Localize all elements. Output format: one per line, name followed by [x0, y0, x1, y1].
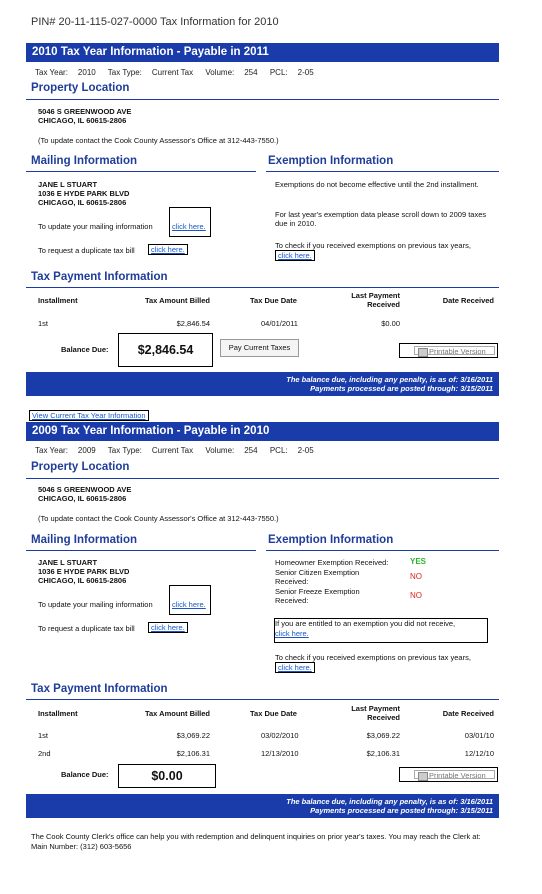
address-line: CHICAGO, IL 60615-2806 [38, 116, 127, 125]
view-current-year-link[interactable]: View Current Tax Year Information [29, 410, 149, 421]
divider [26, 550, 256, 551]
divider [26, 287, 499, 288]
homeowner-exemption-label: Homeowner Exemption Received: [275, 558, 389, 567]
posted-date: 3/15/2011 [460, 806, 493, 815]
balance-due-value: $2,846.54 [118, 333, 213, 367]
section-title-2010: 2010 Tax Year Information - Payable in 2011 [26, 43, 499, 62]
tax-type-value: Current Tax [151, 446, 194, 455]
exemption-scroll-text: For last year's exemption data please scroll down to 2009 taxes due in 2010. [275, 210, 487, 228]
printer-icon [418, 348, 428, 357]
col-installment: Installment [38, 296, 78, 305]
mailing-line: 1036 E HYDE PARK BLVD [38, 567, 130, 576]
clerk-footer-note: The Cook County Clerk's office can help you with redemption and delinquent inquiries on prior year's taxes. You may reach the Clerk at: Main Number: (312) 603-5656 [31, 832, 481, 851]
printable-inner [414, 346, 495, 355]
entitled-exemption-text: If you are entitled to an exemption you did not receive, [275, 619, 456, 628]
row-amount: $3,069.22 [176, 731, 210, 740]
balance-footer [26, 372, 499, 396]
entitled-exemption-link[interactable]: click here. [275, 629, 309, 638]
pcl-value: 2-05 [297, 446, 314, 455]
tax-type-value: Current Tax [151, 68, 194, 77]
col-last-payment-line: Received [367, 713, 400, 722]
pcl-label: PCL: [269, 68, 288, 77]
pin-title: PIN# 20-11-115-027-0000 Tax Information for 2010 [31, 16, 279, 28]
balance-footer [26, 794, 499, 818]
assessor-note: (To update contact the Cook County Assessor's Office at 312-443-7550.) [38, 514, 279, 523]
mailing-name: JANE L STUART [38, 180, 98, 189]
balance-due-value: $0.00 [118, 764, 216, 788]
balance-asof-date: 3/16/2011 [460, 375, 493, 384]
section-title-2009: 2009 Tax Year Information - Payable in 2010 [26, 422, 499, 441]
mailing-line: 1036 E HYDE PARK BLVD [38, 189, 130, 198]
volume-value: 254 [244, 68, 258, 77]
duplicate-bill-link[interactable]: click here. [148, 622, 188, 633]
balance-asof-text: The balance due, including any penalty, is as of: [286, 375, 459, 384]
row-due: 04/01/2011 [261, 319, 298, 328]
pcl-value: 2-05 [297, 68, 314, 77]
col-last-payment [320, 291, 400, 309]
property-location-heading: Property Location [31, 461, 130, 473]
volume-label: Volume: [205, 68, 235, 77]
printable-inner [414, 770, 495, 779]
divider [266, 550, 499, 551]
tax-payment-heading: Tax Payment Information [31, 271, 168, 283]
volume-label: Volume: [205, 446, 235, 455]
volume-value: 254 [244, 446, 258, 455]
row-last-payment: $3,069.22 [366, 731, 400, 740]
posted-text: Payments processed are posted through: [310, 806, 459, 815]
divider [266, 171, 499, 172]
col-date-received: Date Received [442, 709, 494, 718]
balance-asof-line [26, 797, 493, 806]
row-due: 03/02/2010 [261, 731, 299, 740]
address-line: CHICAGO, IL 60615-2806 [38, 494, 127, 503]
assessor-note: (To update contact the Cook County Assessor's Office at 312-443-7550.) [38, 136, 279, 145]
senior-citizen-exemption-value: NO [410, 572, 422, 581]
col-last-payment [320, 704, 400, 722]
duplicate-bill-text: To request a duplicate tax bill [38, 246, 135, 255]
balance-asof-line [26, 375, 493, 384]
exemption-check-link[interactable]: click here. [275, 250, 315, 261]
mailing-info-heading: Mailing Information [31, 155, 138, 167]
exemption-info-heading: Exemption Information [268, 155, 394, 167]
col-last-payment-line: Last Payment [351, 704, 400, 713]
posted-date: 3/15/2011 [460, 384, 493, 393]
update-mailing-link-box [169, 207, 211, 237]
row-installment: 1st [38, 319, 49, 328]
exemption-info-heading: Exemption Information [268, 534, 394, 546]
tax-year-label: Tax Year: [35, 68, 68, 77]
row-date-received: 12/12/10 [464, 749, 494, 758]
posted-line [26, 806, 493, 815]
update-mailing-text: To update your mailing information [38, 222, 153, 231]
balance-asof-date: 3/16/2011 [460, 797, 493, 806]
row-amount: $2,106.31 [176, 749, 210, 758]
printable-label: Printable Version [429, 347, 486, 356]
tax-meta-2009 [35, 446, 324, 455]
row-amount: $2,846.54 [176, 319, 210, 328]
update-mailing-link-box [169, 585, 211, 615]
col-due: Tax Due Date [250, 296, 297, 305]
divider [26, 478, 499, 479]
col-due: Tax Due Date [250, 709, 297, 718]
exemption-check-label: To check if you received exemptions on previous tax years, [275, 241, 471, 250]
col-date-received: Date Received [442, 296, 494, 305]
mailing-address [38, 180, 129, 207]
mailing-info-heading: Mailing Information [31, 534, 138, 546]
exemption-check-text [275, 241, 490, 261]
col-amount: Tax Amount Billed [144, 296, 210, 305]
printable-version-button[interactable] [399, 767, 498, 782]
property-address [38, 107, 131, 125]
balance-asof-text: The balance due, including any penalty, is as of: [286, 797, 459, 806]
exemption-check-label: To check if you received exemptions on previous tax years, [275, 653, 471, 662]
senior-citizen-exemption-label: Senior Citizen Exemption Received: [275, 568, 360, 586]
homeowner-exemption-value: YES [410, 557, 427, 566]
tax-payment-heading: Tax Payment Information [31, 683, 168, 695]
balance-due-label: Balance Due: [61, 770, 109, 779]
col-installment: Installment [38, 709, 78, 718]
tax-year-value: 2010 [77, 68, 96, 77]
balance-due-label: Balance Due: [61, 345, 109, 354]
divider [26, 171, 256, 172]
pcl-label: PCL: [269, 446, 288, 455]
mailing-name: JANE L STUART [38, 558, 98, 567]
address-line: 5046 S GREENWOOD AVE [38, 485, 132, 494]
printable-version-button[interactable] [399, 343, 498, 358]
row-last-payment: $2,106.31 [366, 749, 400, 758]
divider [26, 99, 499, 100]
row-installment: 1st [38, 731, 49, 740]
update-mailing-link[interactable]: click here. [172, 600, 206, 609]
exemption-check-text [275, 653, 490, 673]
col-amount: Tax Amount Billed [144, 709, 210, 718]
row-date-received: 03/01/10 [464, 731, 494, 740]
duplicate-bill-text: To request a duplicate tax bill [38, 624, 135, 633]
pay-current-taxes-button[interactable]: Pay Current Taxes [220, 339, 299, 357]
duplicate-bill-link[interactable]: click here. [148, 244, 188, 255]
posted-text: Payments processed are posted through: [310, 384, 459, 393]
tax-meta-2010 [35, 68, 324, 77]
address-line: 5046 S GREENWOOD AVE [38, 107, 132, 116]
mailing-line: CHICAGO, IL 60615-2806 [38, 198, 127, 207]
property-address [38, 485, 131, 503]
col-last-payment-line: Last Payment [351, 291, 400, 300]
exemption-effective-text: Exemptions do not become effective until the 2nd installment. [275, 180, 479, 189]
senior-freeze-exemption-value: NO [410, 591, 422, 600]
col-last-payment-line: Received [367, 300, 400, 309]
mailing-line: CHICAGO, IL 60615-2806 [38, 576, 127, 585]
divider [26, 699, 499, 700]
printer-icon [418, 772, 428, 781]
tax-year-value: 2009 [77, 446, 96, 455]
property-location-heading: Property Location [31, 82, 130, 94]
tax-year-label: Tax Year: [35, 446, 68, 455]
printable-label: Printable Version [429, 771, 486, 780]
mailing-address [38, 558, 129, 585]
row-installment: 2nd [38, 749, 51, 758]
exemption-check-link[interactable]: click here. [275, 662, 315, 673]
row-last-payment: $0.00 [381, 319, 400, 328]
update-mailing-link[interactable]: click here. [172, 222, 206, 231]
posted-line [26, 384, 493, 393]
tax-type-label: Tax Type: [107, 446, 142, 455]
tax-type-label: Tax Type: [107, 68, 142, 77]
row-due: 12/13/2010 [261, 749, 299, 758]
senior-freeze-exemption-label: Senior Freeze Exemption Received: [275, 587, 360, 605]
entitled-exemption-box [274, 618, 488, 643]
update-mailing-text: To update your mailing information [38, 600, 153, 609]
